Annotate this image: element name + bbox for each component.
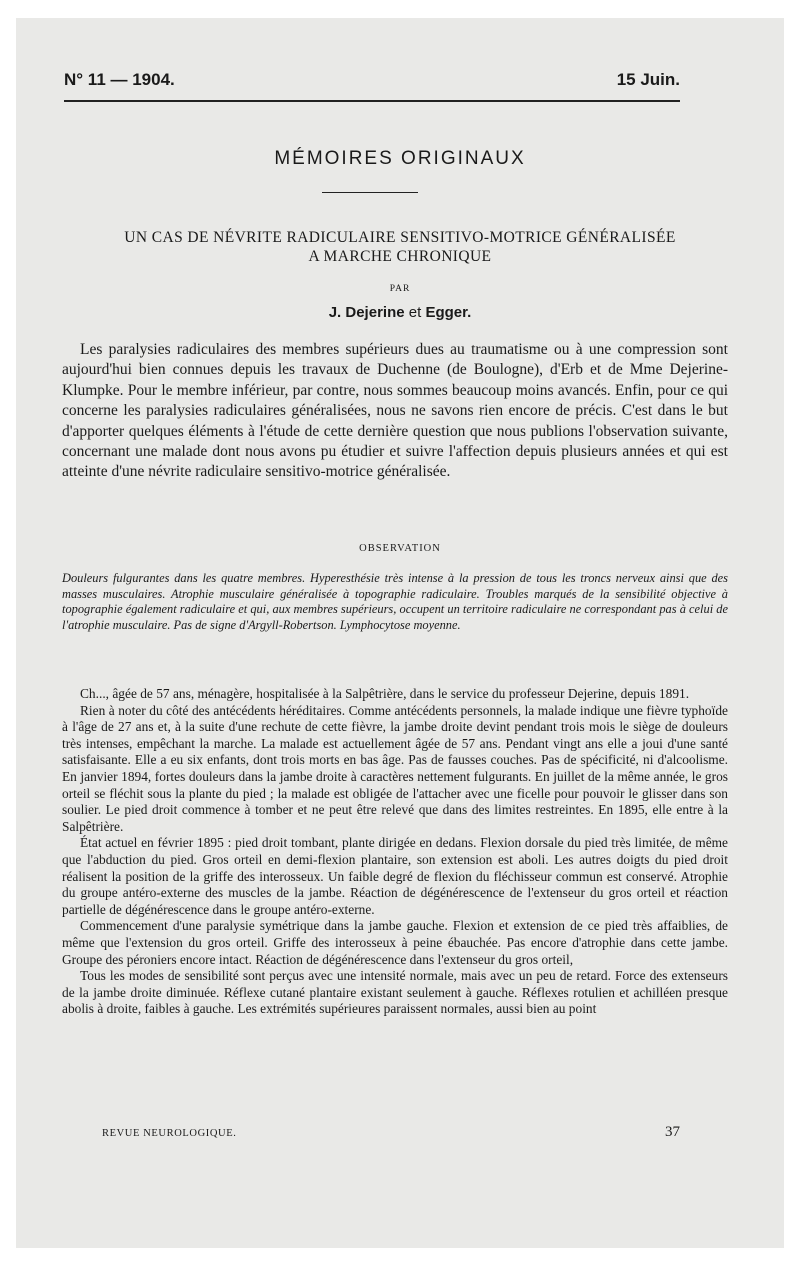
intro-paragraph: [62, 340, 728, 483]
journal-page: [16, 18, 784, 1248]
section-title: MÉMOIRES ORIGINAUX: [274, 148, 526, 169]
body-paragraph: Commencement d'une paralysie symétrique dans la jambe gauche. Flexion et extension de ce pied très affaiblies, de même que l'extension du gros orteil. Griffe des interosseux à peine ébauchée. Pas encore d'atrophie dans cette jambe. Groupe des péroniers encore intact. Réaction de dégénérescence dans l'extenseur du gros orteil,: [62, 918, 728, 967]
author-egger: Egger.: [425, 304, 472, 321]
body-paragraph: Ch..., âgée de 57 ans, ménagère, hospitalisée à la Salpêtrière, dans le service du professeur Dejerine, depuis 1891.: [80, 686, 690, 701]
issue-number: N° 11 — 1904.: [64, 70, 175, 89]
article-title-line-1: UN CAS DE NÉVRITE RADICULAIRE SENSITIVO-MOTRICE GÉNÉRALISÉE: [124, 229, 676, 246]
intro-text: Les paralysies radiculaires des membres supérieurs dues au traumatisme ou à une compression sont aujourd'hui bien connues depuis les travaux de Duchenne (de Boulogne), d'Erb et de Mme Dejerine-Klumpke. Pour le membre inférieur, par contre, nous sommes beaucoup moins avancés. Enfin, pour ce qui concerne les paralysies radiculaires généralisées, nous ne savons rien encore de précis. C'est dans le but d'apporter quelques éléments à l'étude de cette dernière question que nous publions l'observation suivante, concernant une malade dont nous avons pu étudier et suivre l'affection depuis plusieurs années et qui est atteinte d'une névrite radiculaire sensitivo-motrice généralisée.: [62, 341, 728, 481]
authors: [16, 304, 784, 321]
page-footer: [102, 1124, 680, 1140]
summary-text: Douleurs fulgurantes dans les quatre membres. Hyperesthésie très intense à la pression de tous les troncs nerveux ainsi que des masses musculaires. Atrophie musculaire généralisée à topographie radiculaire. Troubles marqués de la sensibilité objective à topographie également radiculaire et qui, aux membres supérieurs, occupent un territoire radiculaire ne correspondant pas à celui de l'atrophie musculaire. Pas de signe d'Argyll-Robertson. Lymphocytose moyenne.: [62, 571, 728, 633]
byline-par: PAR: [389, 284, 411, 294]
observation-body: [62, 686, 728, 1018]
body-paragraph: Tous les modes de sensibilité sont perçus avec une intensité normale, mais avec un peu de retard. Force des extenseurs de la jambe droite diminuée. Réflexe cutané plantaire existant seulement à gauche. Réflexes rotulien et achilléen presque abolis à droite, faibles à gauche. Les extrémités supérieures paraissent normales, aussi bien au point: [62, 968, 728, 1017]
section-divider: [322, 192, 418, 193]
journal-name: REVUE NEUROLOGIQUE.: [102, 1128, 237, 1139]
page-number: 37: [665, 1124, 680, 1140]
observation-heading: OBSERVATION: [359, 543, 441, 554]
body-paragraph: Rien à noter du côté des antécédents héréditaires. Comme antécédents personnels, la malade indique une fièvre typhoïde à l'âge de 27 ans et, à la suite d'une rechute de cette fièvre, la jambe droite devint pendant trois mois le siège de douleurs très intenses, empêchant la marche. La malade est actuellement âgée de 57 ans. Pendant vingt ans elle a joui d'une santé satisfaisante. Elle a eu six enfants, dont trois morts en bas âge. Pas de fausses couches. Pas de spécificité, ni d'alcoolisme. En janvier 1894, fortes douleurs dans la jambe droite à caractères nettement fulgurants. En juillet de la même année, le gros orteil se fléchit sous la plante du pied ; la malade est obligée de l'attacher avec une ficelle pour pouvoir le glisser dans son soulier. Le pied droit commence à tomber et ne peut être relevé que dans des limites restreintes. En 1895, elle entre à la Salpêtrière.: [62, 702, 728, 834]
body-paragraph: État actuel en février 1895 : pied droit tombant, plante dirigée en dedans. Flexion dorsale du pied très limitée, de même que l'abduction du pied. Gros orteil en demi-flexion plantaire, son extension est aboli. Les autres doigts du pied droit réalisent la position de la griffe des interosseux. Un faible degré de flexion du fléchisseur commun est conservé. Atrophie du groupe antéro-externe des muscles de la jambe. Réaction de dégénérescence de l'extenseur du gros orteil et réaction partielle de dégénérescence dans le groupe antéro-externe.: [62, 835, 728, 917]
article-title-line-2: A MARCHE CHRONIQUE: [308, 248, 492, 265]
author-dejerine: J. Dejerine: [328, 304, 405, 321]
observation-summary: [62, 571, 728, 634]
header-rule: [64, 100, 680, 102]
article-title: [56, 228, 744, 266]
author-joiner: et: [408, 304, 422, 321]
issue-date: 15 Juin.: [616, 70, 680, 89]
